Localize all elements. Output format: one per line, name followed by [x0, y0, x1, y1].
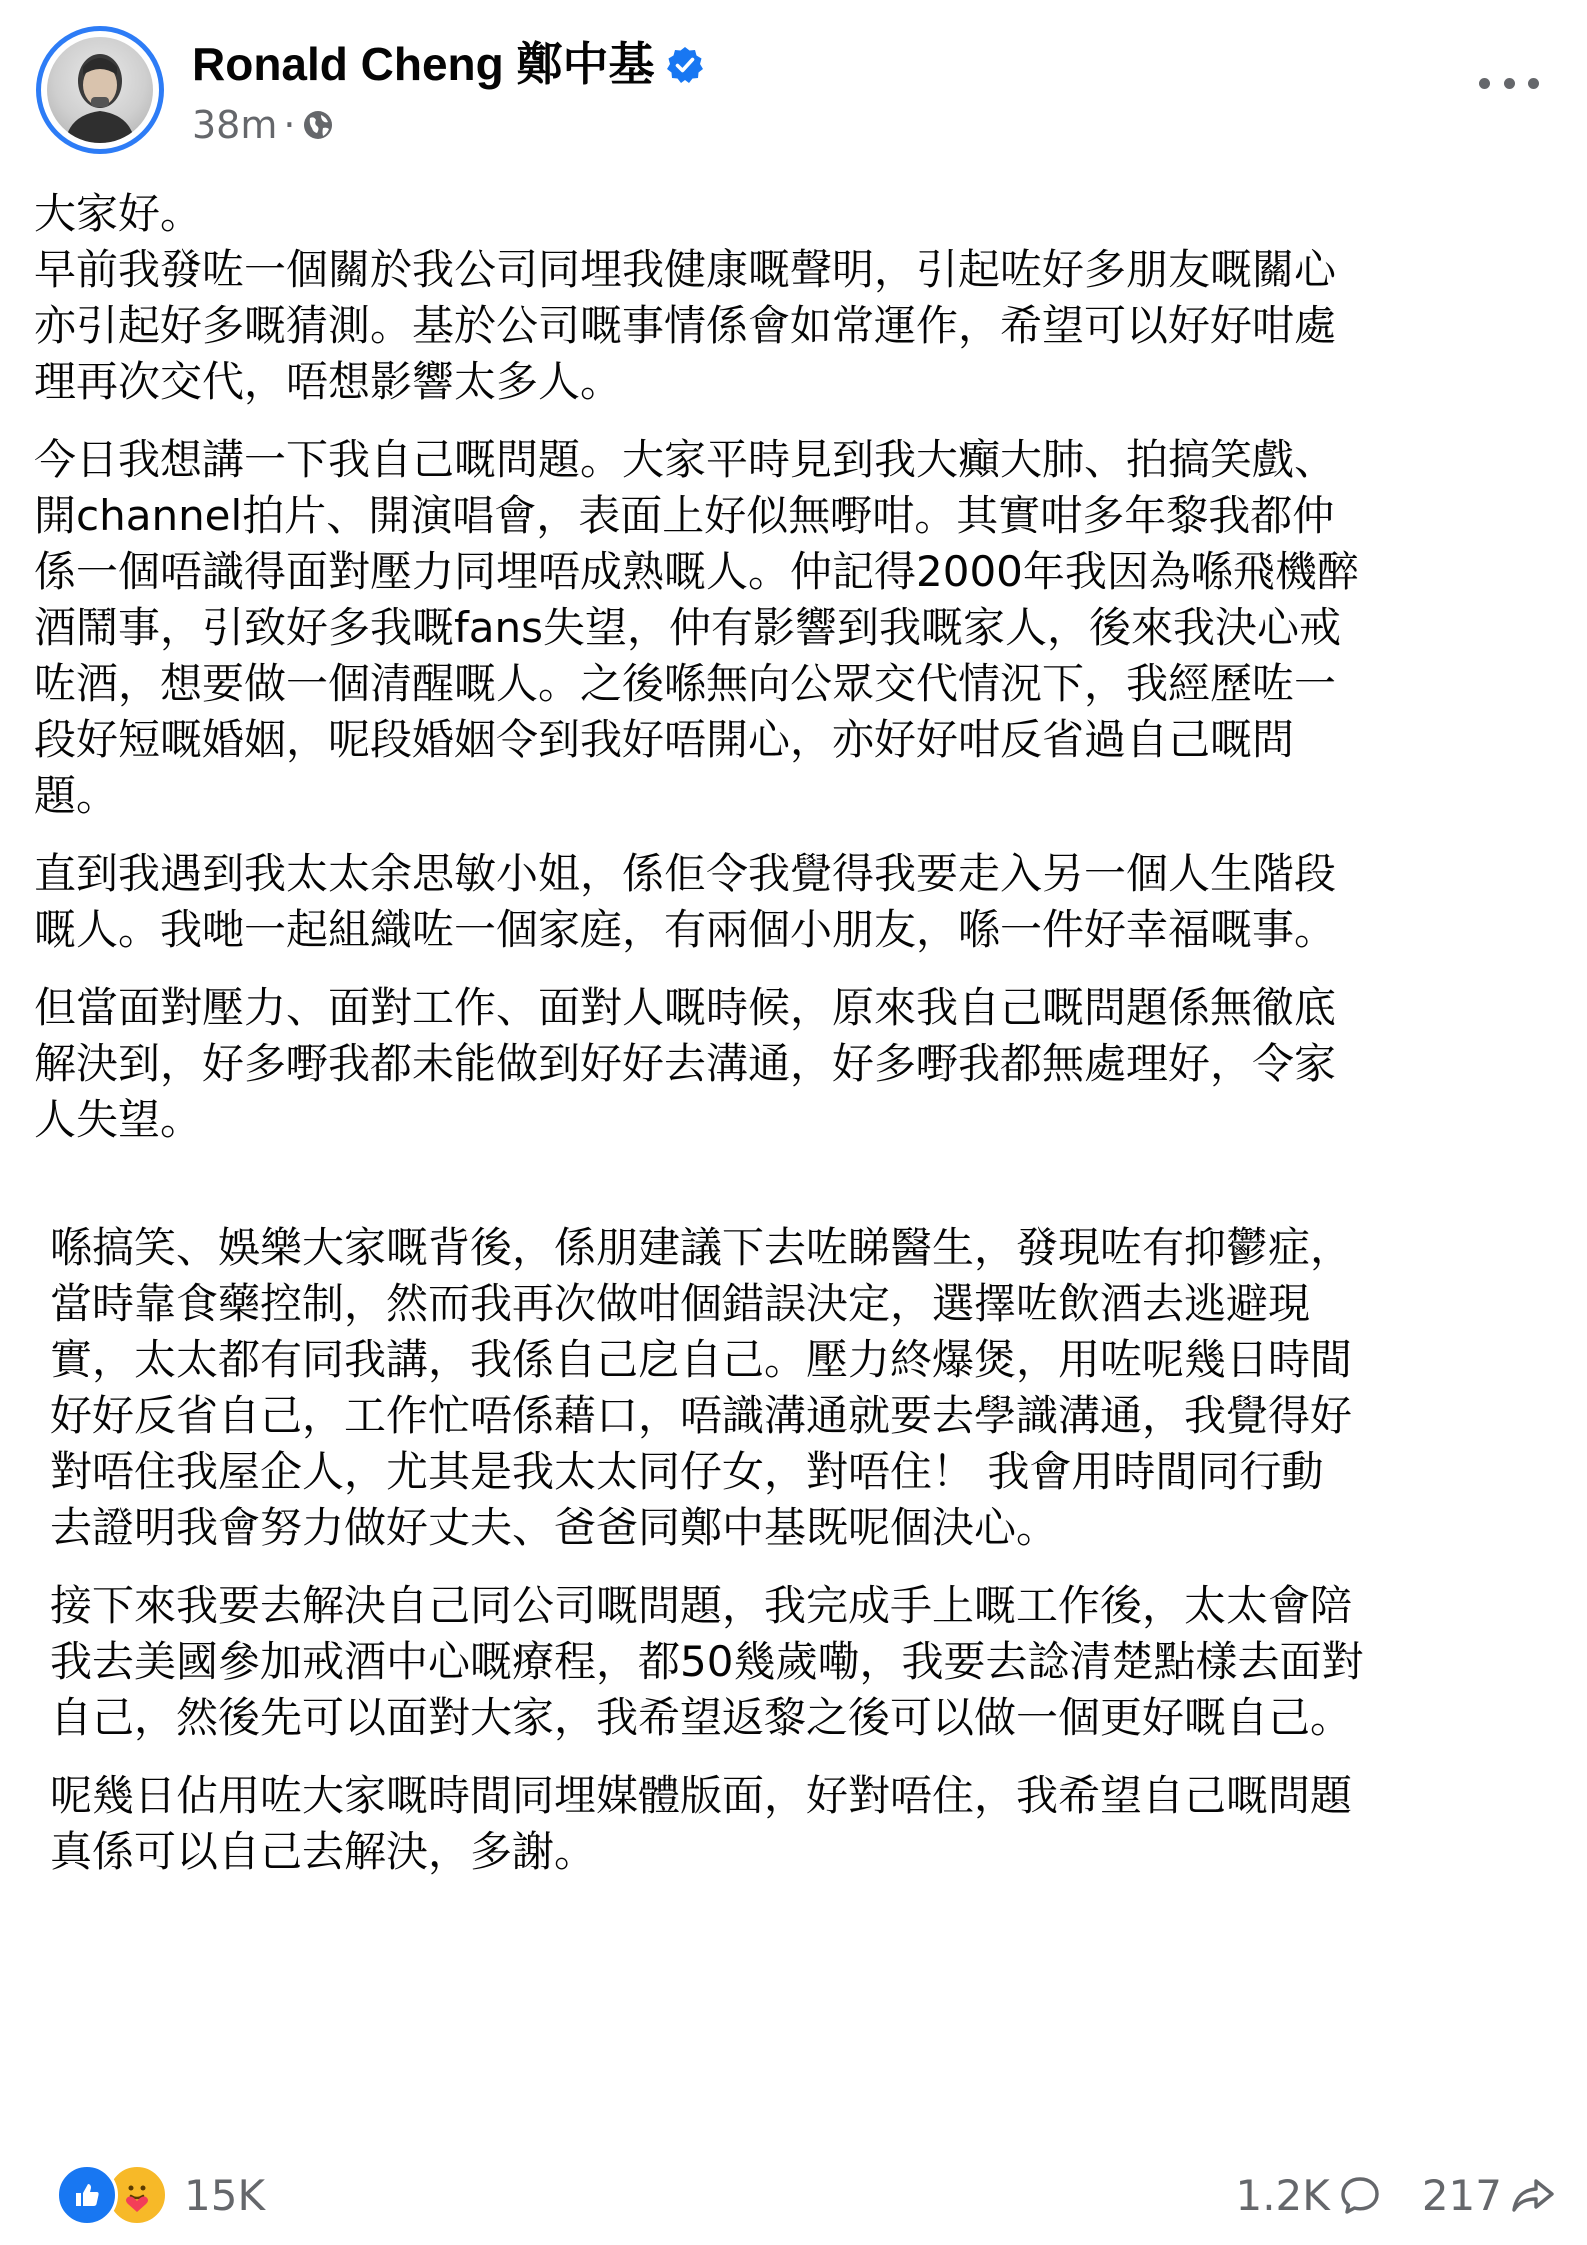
post-timestamp[interactable]: 38m [192, 103, 278, 147]
share-icon[interactable] [1510, 2173, 1556, 2217]
more-dot [1479, 78, 1490, 89]
post-paragraph-5: 喺搞笑、娛樂大家嘅背後，係朋建議下去咗睇醫生，發現咗有抑鬱症， 當時靠食藥控制，然而我再次做咁個錯誤決定，選擇咗飲酒去逃避現 實，太太都有同我講，我係自己戹自己。壓力終爆煲，用咗呢幾日時間 好好反省自己，工作忙唔係藉口，唔識溝通就要去學識溝通，我覺得好 對唔住我屋企人，尤其是我太太同仔女，對唔住！ 我會用時間同行動 去證明我會努力做好丈夫、爸爸同鄭中基既呢個決心。 [50, 1223, 1353, 1552]
more-options-icon[interactable] [1479, 68, 1539, 98]
author-name-text[interactable]: Ronald Cheng 鄭中基 [192, 38, 655, 90]
like-reaction-icon [56, 2164, 118, 2226]
care-emoji-icon [114, 2172, 160, 2218]
share-count[interactable]: 217 [1421, 2170, 1502, 2220]
post-footer [56, 2160, 1556, 2230]
globe-icon[interactable] [301, 108, 335, 142]
comment-icon[interactable] [1338, 2173, 1382, 2217]
post-paragraph-3: 直到我遇到我太太余思敏小姐，係佢令我覺得我要走入另一個人生階段 嘅人。我哋一起組織咗一個家庭，有兩個小朋友，喺一件好幸福嘅事。 [34, 849, 1337, 954]
post-header [36, 26, 1551, 166]
post-paragraph-2: 今日我想講一下我自己嘅問題。大家平時見到我大癲大肺、拍搞笑戲、 開channel拍片、開演唱會，表面上好似無嘢咁。其實咁多年黎我都仲 係一個唔識得面對壓力同埋唔成熟嘅人。仲記得2000年我因為喺飛機醉 酒鬧事，引致好多我嘅fans失望，仲有影響到我嘅家人，後來我決心戒 咗酒，想要做一個清醒嘅人。之後喺無向公眾交代情況下，我經歷咗一 段好短嘅婚姻，呢段婚姻令到我好唔開心，亦好好咁反省過自己嘅問 題。 [34, 435, 1359, 820]
more-dot [1528, 78, 1539, 89]
avatar-photo [47, 37, 153, 143]
avatar-portrait-icon [47, 37, 153, 143]
thumbs-up-icon [72, 2180, 102, 2210]
shares-stat[interactable] [1422, 2171, 1556, 2220]
meta-separator: · [283, 103, 296, 147]
author-name[interactable] [192, 36, 705, 92]
reaction-summary[interactable] [56, 2160, 265, 2230]
post-paragraph-1: 大家好。 早前我發咗一個關於我公司同埋我健康嘅聲明，引起咗好多朋友嘅關心 亦引起好多嘅猜測。基於公司嘅事情係會如常運作，希望可以好好咁處 理再次交代，唔想影響太多人。 [34, 189, 1337, 406]
engagement-stats [1195, 2160, 1556, 2230]
comments-stat[interactable] [1235, 2171, 1381, 2220]
comment-count[interactable]: 1.2K [1235, 2170, 1330, 2220]
post-content [34, 186, 1564, 1880]
avatar[interactable] [36, 26, 164, 154]
more-dot [1504, 78, 1515, 89]
post-meta [192, 102, 335, 148]
verified-badge-icon [665, 45, 705, 85]
post-paragraph-7: 呢幾日佔用咗大家嘅時間同埋媒體版面，好對唔住，我希望自己嘅問題 真係可以自己去解決，多謝。 [50, 1771, 1353, 1876]
post-paragraph-4: 但當面對壓力、面對工作、面對人嘅時候，原來我自己嘅問題係無徹底 解決到，好多嘢我都未能做到好好去溝通，好多嘢我都無處理好，令家 人失望。 [34, 983, 1337, 1144]
reaction-count[interactable]: 15K [184, 2170, 265, 2220]
post-paragraph-6: 接下來我要去解決自己同公司嘅問題，我完成手上嘅工作後，太太會陪 我去美國參加戒酒中心嘅療程，都50幾歲嘞，我要去諗清楚點樣去面對 自己，然後先可以面對大家，我希望返黎之後可以做一個更好嘅自己。 [50, 1581, 1364, 1742]
